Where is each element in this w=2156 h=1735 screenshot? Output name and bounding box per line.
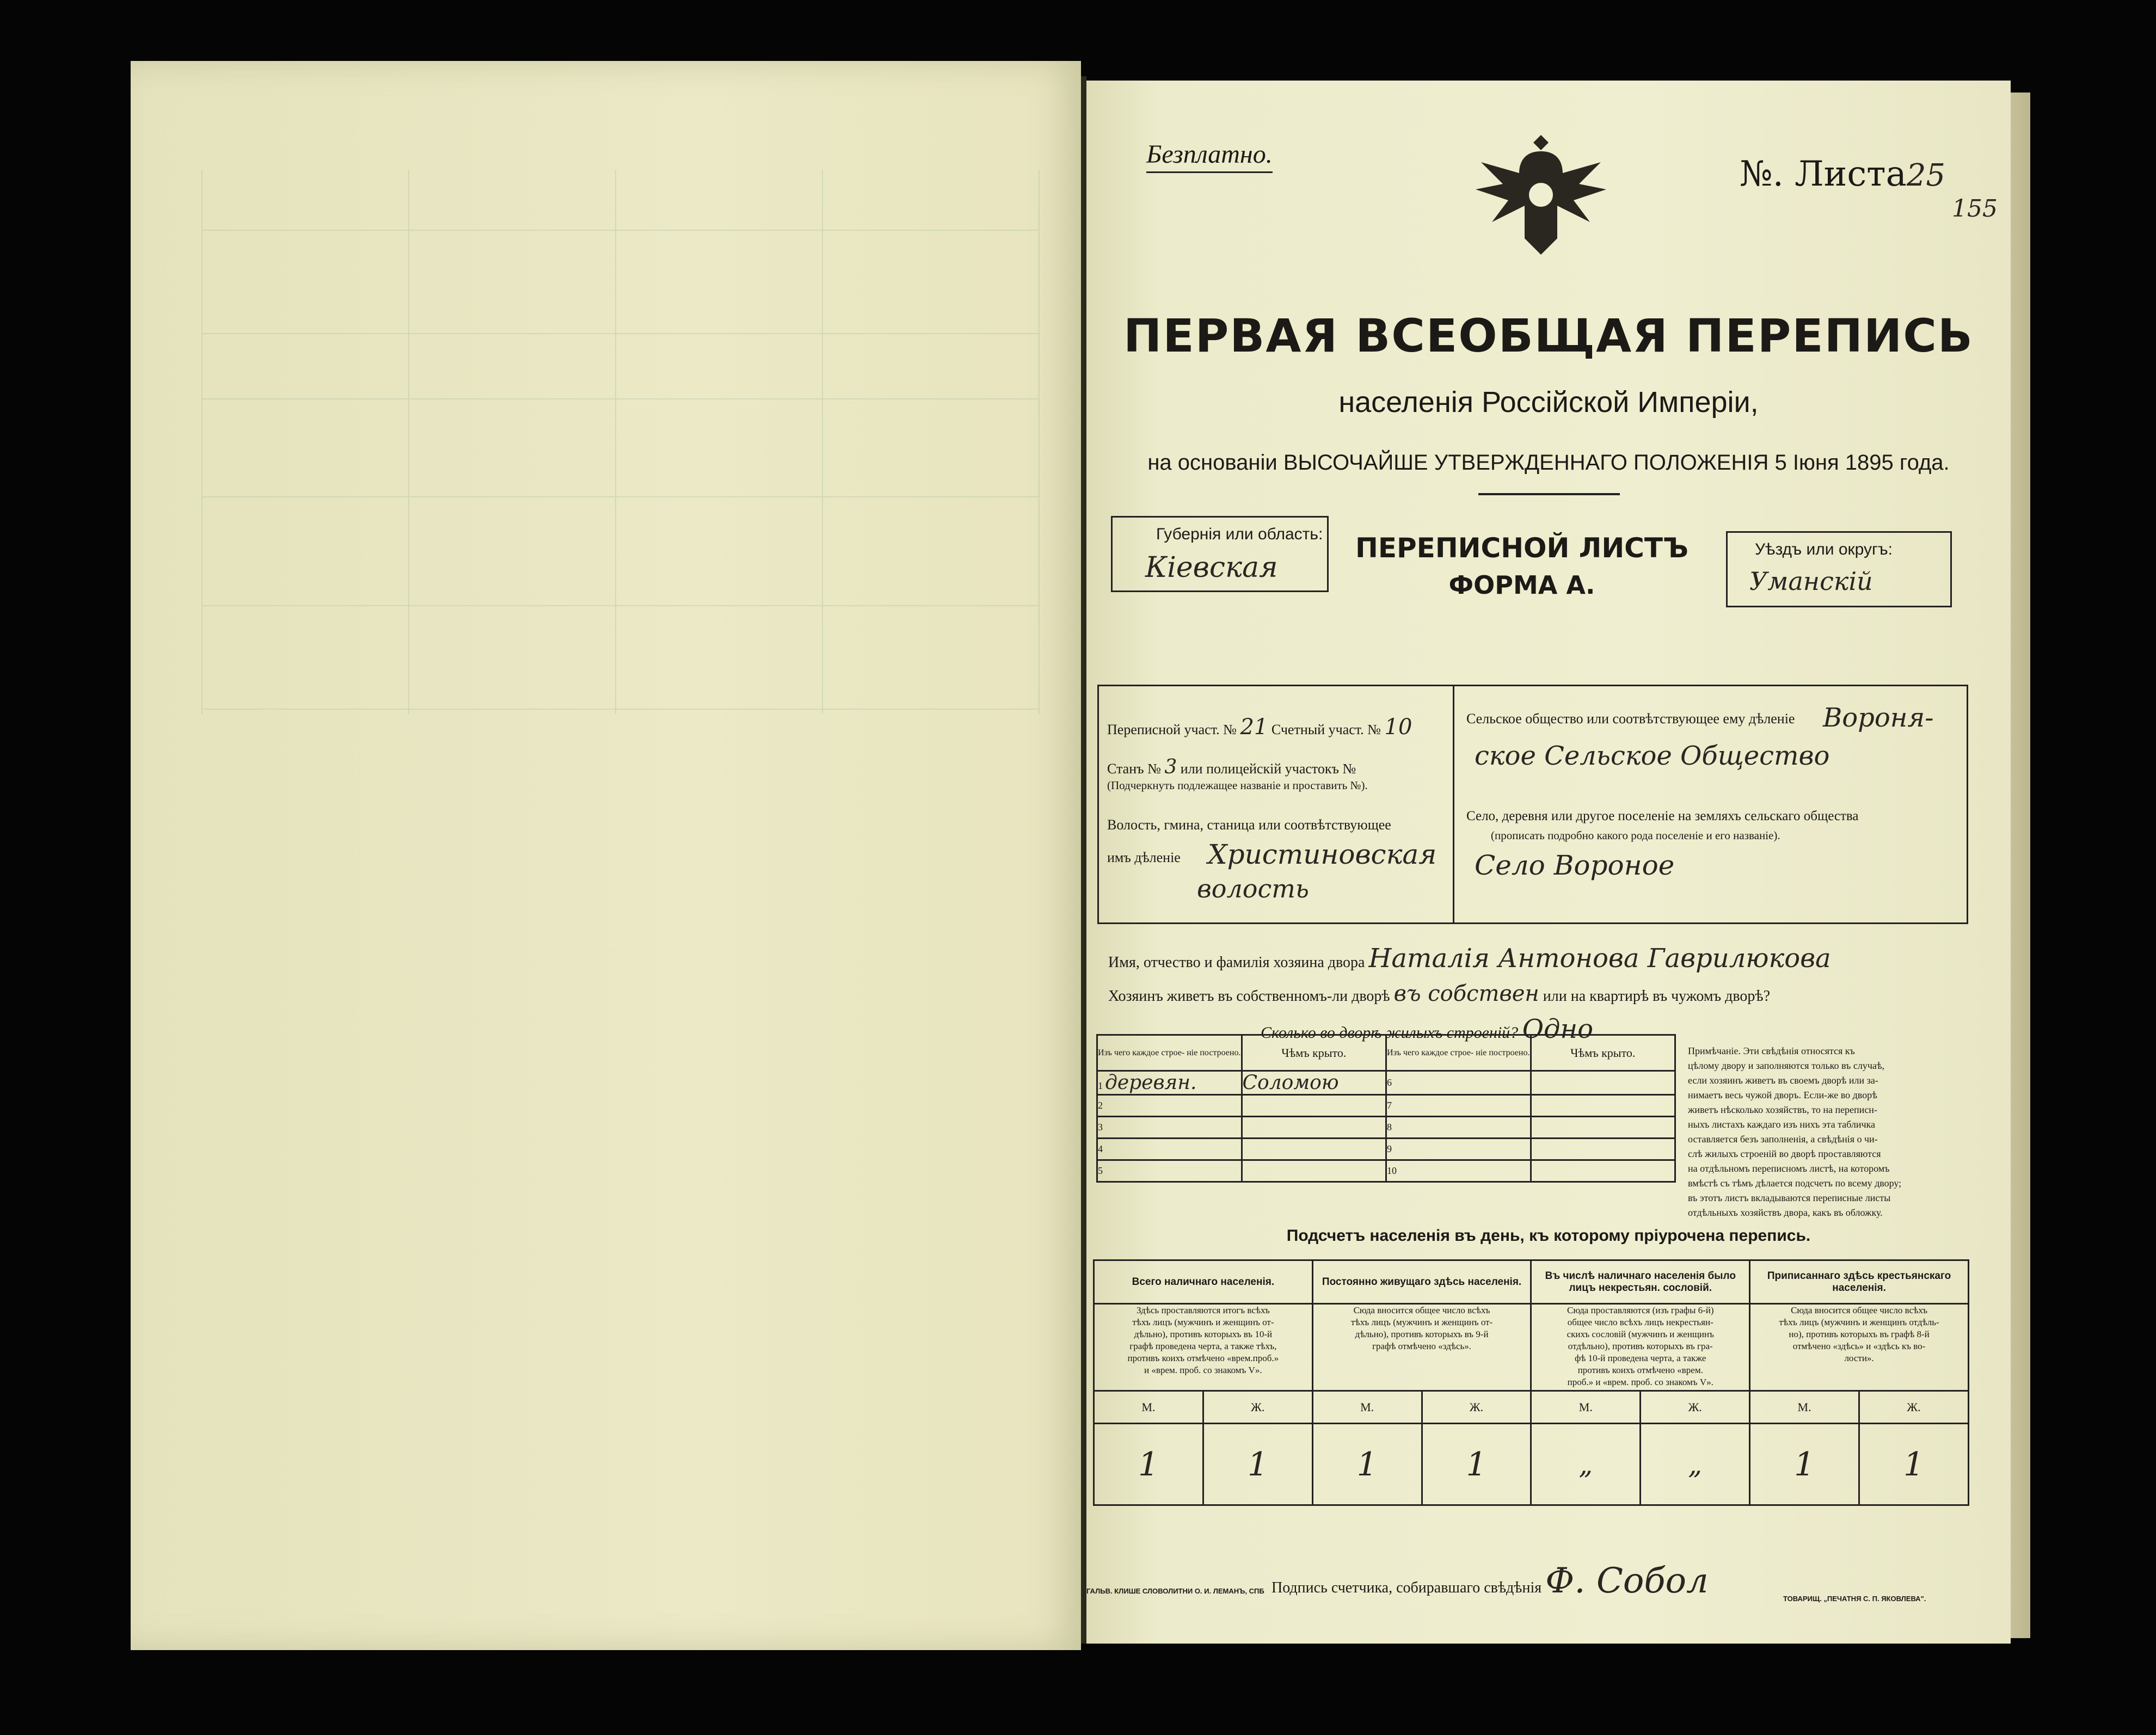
sheet-number-alt: 155: [1952, 195, 1998, 223]
double-headed-eagle-icon: [1470, 130, 1612, 255]
volost-value: Христиновская: [1208, 839, 1437, 870]
district-row-1: Переписной участ. № 21 Счетный участ. № 10: [1107, 715, 1412, 740]
buildings-count-row: Сколько во дворѣ жилыхъ строеній? Одно: [1261, 1014, 1593, 1044]
owner-name-value: Наталія Антонова Гаврилюкова: [1368, 943, 1831, 974]
table-row: 5 10: [1097, 1160, 1675, 1182]
village-value: Село Вороное: [1475, 850, 1675, 881]
tally-values-row: 1 1 1 1 „ „ 1 1: [1094, 1424, 1969, 1505]
sheet-number-label: №. Листа25: [1740, 154, 1945, 194]
uezd-value: Уманскій: [1749, 567, 1873, 596]
table-row: 4 9: [1097, 1139, 1675, 1160]
ornament-divider: [1478, 493, 1620, 495]
page-title: ПЕРВАЯ ВСЕОБЩАЯ ПЕРЕПИСЬ: [1123, 309, 1974, 362]
signature-row: Подпись счетчика, собиравшаго свѣдѣнія Ф. Собол: [1272, 1561, 1709, 1601]
free-label: Безплатно.: [1146, 139, 1273, 173]
gubernia-box: Губернія или область: Кіевская: [1111, 516, 1329, 592]
owner-lives-row: Хозяинъ живетъ въ собственномъ-ли дворѣ въ собствен или на квартирѣ въ чужомъ дворѣ?: [1108, 981, 1771, 1006]
table-row: 3 8: [1097, 1117, 1675, 1139]
gubernia-value: Кіевская: [1145, 551, 1278, 584]
census-form-page: [1086, 81, 2011, 1644]
show-through-ghost-table: [201, 170, 1040, 714]
signature-value: Ф. Собол: [1545, 1561, 1709, 1601]
form-name: ФОРМА А.: [1448, 570, 1595, 600]
legal-basis: на основаніи ВЫСОЧАЙШЕ УТВЕРЖДЕННАГО ПОЛОЖЕНІЯ 5 Іюня 1895 года.: [1147, 451, 1950, 475]
left-blank-page: [131, 61, 1081, 1650]
society-value: Вороня-: [1823, 703, 1934, 733]
village-label: Село, деревня или другое поселеніе на земляхъ сельскаго общества: [1466, 809, 1859, 823]
book-spine: [1081, 76, 1086, 1644]
printer-credit-left: ГАЛЬВ. КЛИШЕ СЛОВОЛИТНИ О. И. ЛЕМАНЪ, СПБ: [1086, 1587, 1264, 1595]
society-label: Сельское общество или соотвѣтствующее ему дѣленіе: [1466, 711, 1795, 727]
tally-title: Подсчетъ населенія въ день, къ которому пріурочена перепись.: [1286, 1227, 1811, 1245]
footnote-block: Примѣчаніе. Эти свѣдѣнія относятся къ цѣлому двору и заполняются только въ случаѣ, если хозяинъ живетъ въ своемъ дворѣ или за- нимаетъ весь чужой дворъ. Если-же во дворѣ живетъ нѣсколько хозяйствъ, то на переписн- ныхъ листахъ каждаго изъ нихъ эта табличка оставляется безъ заполненія, а свѣдѣнія о чи- слѣ жилыхъ строеній во дворѣ проставляются на отдѣльномъ переписномъ листѣ, на которомъ вмѣстѣ съ тѣмъ дѣлается подсчетъ по всему двору; въ этотъ листъ вкладываются переписные листы отдѣльныхъ хозяйствъ двора, какъ въ обложку.: [1688, 1045, 1902, 1218]
district-row-2: Станъ № 3 или полицейскій участокъ №: [1107, 756, 1356, 778]
sheet-name: ПЕРЕПИСНОЙ ЛИСТЪ: [1355, 532, 1688, 564]
district-info-box: Переписной участ. № 21 Счетный участ. № 10 Станъ № 3 или полицейскій участокъ № (Подчеркнуть подлежащее названіе и проставить №). Волость, гмина, станица или соотвѣтствующее имъ дѣленіе Христиновская волость Сельское общество или соотвѣтствующее ему дѣленіе Вороня- ское Сельское Общество Село, деревня или другое поселеніе на земляхъ сельскаго общества (прописать подробно какого рода поселеніе и его названіе). Село Вороное: [1097, 685, 1968, 924]
buildings-table: Изъ чего каждое строе- ніе построено. Чѣмъ крыто. Изъ чего каждое строе- ніе построено. Чѣмъ крыто. 1 деревян. Соломою 6 2 7 3 8 4 9 5 10: [1096, 1034, 1676, 1183]
volost-label: Волость, гмина, станица или соотвѣтствующее: [1107, 817, 1391, 833]
owner-name-row: Имя, отчество и фамилія хозяина двора Наталія Антонова Гаврилюкова: [1108, 943, 1831, 974]
table-row: 1 деревян. Соломою 6: [1097, 1071, 1675, 1095]
page-subtitle: населенія Россійской Имперіи,: [1338, 386, 1759, 419]
uezd-box: Уѣздъ или округъ: Уманскій: [1726, 531, 1952, 607]
underline-note: (Подчеркнуть подлежащее названіе и проставить №).: [1107, 779, 1368, 792]
population-tally-table: Всего наличнаго населенія. Постоянно живущаго здѣсь населенія. Въ числѣ наличнаго населенія было лицъ некрестьян. сословій. Приписаннаго здѣсь крестьянскаго населенія. Здѣсь проставляются итогъ всѣхъ тѣхъ лицъ (мужчинъ и женщинъ от- дѣльно), противъ которыхъ въ 10-й графѣ проведена черта, а также тѣхъ, противъ коихъ отмѣчено «врем.проб.» и «врем. проб. со знакомъ V». Сюда вносится общее число всѣхъ тѣхъ лицъ (мужчинъ и женщинъ от- дѣльно), противъ которыхъ въ 9-й графѣ отмѣчено «здѣсь». Сюда проставляются (изъ графы 6-й) общее число всѣхъ лицъ некрестьян- скихъ сословій (мужчинъ и женщинъ отдѣльно), противъ которыхъ въ гра- фѣ 10-й проведена черта, а также противъ коихъ отмѣчено «врем. проб.» и «врем. проб. со знакомъ V». Сюда вносится общее число всѣхъ тѣхъ лицъ (мужчинъ и женщинъ отдѣль- но), противъ которыхъ въ графѣ 8-й отмѣчено «здѣсь» и «здѣсь къ во- лости». М. Ж. М. Ж. М. Ж. М. Ж. 1 1 1 1 „ „ 1 1: [1093, 1259, 1969, 1506]
printer-credit-right: ТОВАРИЩ. „ПЕЧАТНЯ С. П. ЯКОВЛЕВА".: [1783, 1595, 1926, 1603]
table-row: 2 7: [1097, 1095, 1675, 1117]
